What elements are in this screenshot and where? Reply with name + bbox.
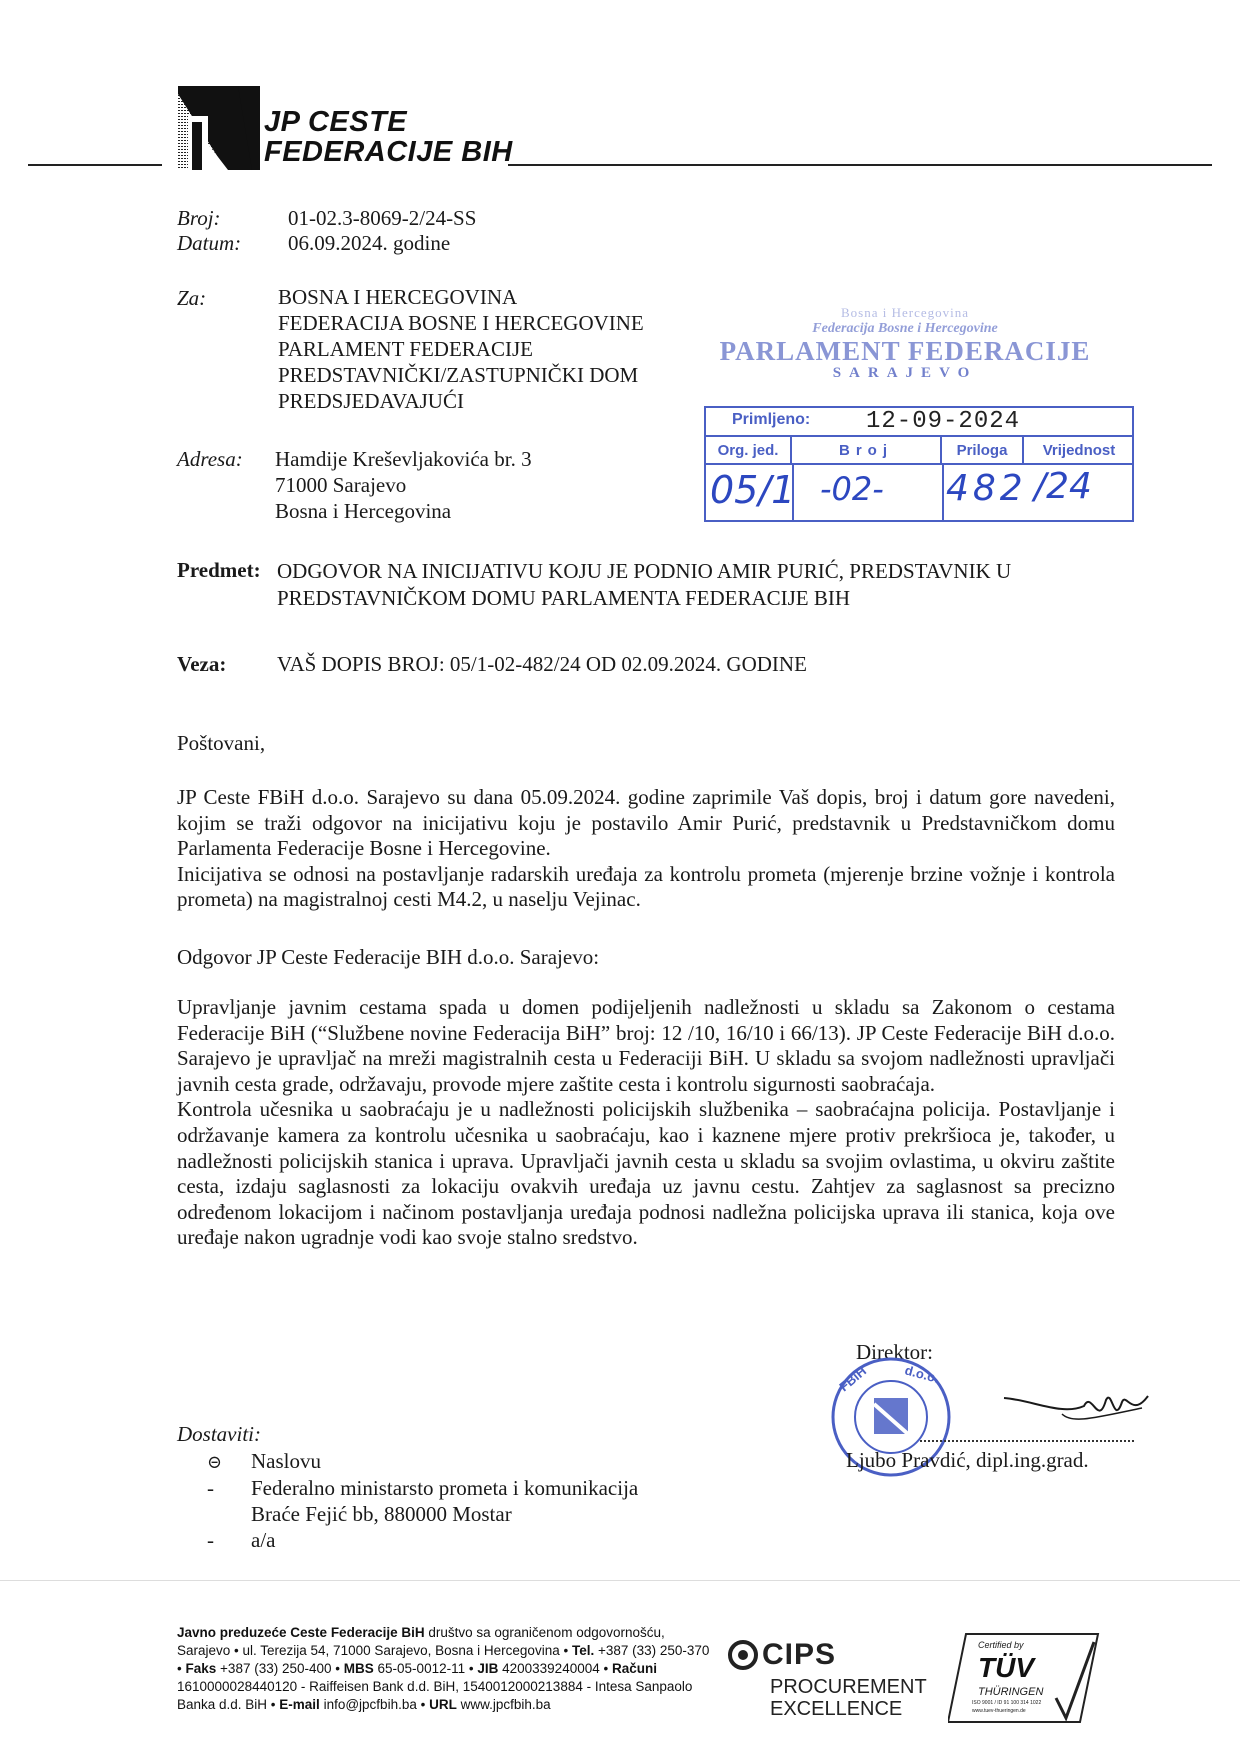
predmet-text: ODGOVOR NA INICIJATIVU KOJU JE PODNIO AMIR PURIĆ, PREDSTAVNIK U PREDSTAVNIČKOM DOMU PARLAMENTA FEDERACIJE BIH	[277, 559, 1012, 610]
stamp-priloga-label: Priloga	[942, 437, 1024, 463]
svg-text:FBiH: FBiH	[836, 1363, 870, 1395]
predmet-label: Predmet:	[177, 558, 261, 582]
distribution-item: - Federalno ministarsto prometa i komunikacija	[207, 1476, 639, 1500]
cips-line1: PROCUREMENT	[770, 1676, 927, 1698]
signature-scribble-icon	[1002, 1378, 1152, 1448]
datum-label: Datum:	[177, 231, 242, 255]
tuv-small-print: ISO 9001 / ID 91 100 314 1022	[972, 1700, 1042, 1706]
veza-label: Veza:	[177, 652, 227, 676]
veza-value: VAŠ DOPIS BROJ: 05/1-02-482/24 OD 02.09.2024. GODINE	[277, 652, 807, 676]
recipient-line: FEDERACIJA BOSNE I HERCEGOVINE	[278, 311, 644, 335]
header-rule-left	[28, 164, 162, 166]
recipient-block	[278, 284, 644, 414]
datum-value: 06.09.2024. godine	[288, 231, 451, 255]
distribution-list	[207, 1448, 638, 1553]
cips-logo-icon	[728, 1640, 762, 1670]
stamp-received-date: 12-09-2024	[866, 408, 1021, 435]
dostaviti-label: Dostaviti:	[177, 1422, 261, 1446]
stamp-hw-broj: -02-	[820, 470, 884, 508]
stamp-vrijednost-label: Vrijednost	[1042, 442, 1116, 459]
body-paragraph-1: JP Ceste FBiH d.o.o. Sarajevo su dana 05.09.2024. godine zaprimile Vaš dopis, broj i datum gore navedeni, kojim se traži odgovor na inicijativu koju je postavilo Amir Purić, predstavnik u Predstavničkom domu Parlamenta Federacije Bosne i Hercegovine. Inicijativa se odnosi na postavljanje radarskih uređaja za kontrolu prometa (mjerenje brzine vožnje i kontrola prometa) na magistralnoj cesti M4.2, u naselju Vejinac.	[177, 785, 1115, 912]
za-label: Za:	[177, 286, 207, 310]
body-paragraph-2: Inicijativa se odnosi na postavljanje radarskih uređaja za kontrolu prometa (mjerenje brzine vožnje i kontrola prometa) na magistralnoj cesti M4.2, u naselju Vejinac.	[177, 861, 1115, 912]
tuv-name: TÜV	[978, 1652, 1034, 1683]
address-line: Bosna i Hercegovina	[275, 499, 452, 523]
parliament-stamp-header: Bosna i Hercegovina Federacija Bosne i Hercegovine PARLAMENT FEDERACIJE SARAJEVO	[719, 305, 1091, 381]
recipient-line: PARLAMENT FEDERACIJE	[278, 337, 533, 361]
stamp-hw-priloga: 482	[946, 468, 1027, 509]
signature-area	[826, 1338, 1156, 1488]
address-line: Hamdije Kreševljakovića br. 3	[275, 447, 532, 471]
distribution-item: - a/a	[207, 1528, 276, 1552]
greeting: Poštovani,	[177, 731, 266, 755]
svg-text:d.o.o.: d.o.o.	[903, 1362, 941, 1386]
stamp-hw-org: 05/1	[710, 468, 796, 512]
broj-value: 01-02.3-8069-2/24-SS	[288, 206, 477, 230]
stamp-broj-label: Broj	[792, 437, 942, 463]
signatory-name: Ljubo Pravdić, dipl.ing.grad.	[846, 1448, 1089, 1472]
body-paragraph-5: Kontrola učesnika u saobraćaju je u nadležnosti policijskih službenika – saobraćajna policija. Postavljanje i održavanje kamera za kontrolu učesnika u saobraćaju, kao i kaznene mjere protiv prekršioca je, također, u nadležnosti policijskih stanica i uprava. Upravljači javnih cesta u skladu sa svojim ovlastima, u okviru zaštite cesta, izdaju saglasnosti za lokaciju ovakvih uređaja uz javnu cestu. Zahtjev za saglasnost sa precizno određenom lokacijom i načinom postavljanja uređaja podnosi nadležna policijska uprava ili stanica, koja ove uređaje nakon ugradnje vodi kao svoje stalno sredstvo.	[177, 1097, 1115, 1250]
recipient-line: PREDSTAVNIČKI/ZASTUPNIČKI DOM	[278, 363, 639, 387]
tuv-url: www.tuev-thueringen.de	[972, 1708, 1026, 1714]
footer-divider	[0, 1580, 1240, 1581]
company-logo-icon	[178, 86, 260, 170]
stamp-hw-vrijednost: /24	[1034, 466, 1092, 507]
tuv-certificate-badge	[948, 1632, 1100, 1724]
parliament-stamp-box	[704, 406, 1134, 522]
address-line: 71000 Sarajevo	[275, 473, 407, 497]
address-block	[275, 446, 532, 524]
header-rule-right	[508, 164, 1212, 166]
body-paragraph-3: Odgovor JP Ceste Federacije BIH d.o.o. Sarajevo:	[177, 945, 600, 969]
body-paragraph-4: Upravljanje javnim cestama spada u domen podijeljenih nadležnosti u skladu sa Zakonom o cestama Federacije BiH (“Službene novine Federacija BiH” broj: 12 /10, 16/10 i 66/13). JP Ceste Federacije BiH d.o.o. Sarajevo je upravljač na mreži magistralnih cesta u Federaciji BiH. U skladu sa svojom nadležnosti upravljači javnih cesta grade, održavaju, provode mjere zaštite cesta i kontrolu sigurnosti saobraćaja. Kontrola učesnika u saobraćaju je u nadležnosti policijskih službenika – saobraćajna policija. Postavljanje i održavanje kamera za kontrolu učesnika u saobraćaju, kao i kaznene mjere protiv prekršioca je, također, u nadležnosti policijskih stanica i uprava. Upravljači javnih cesta u skladu sa svojim ovlastima, u okviru zaštite cesta, izdaju saglasnosti za lokaciju ovakvih uređaja uz javnu cestu. Zahtjev za saglasnost sa precizno određenom lokacijom i načinom postavljanja uređaja podnosi nadležna policijska uprava ili stanica, koja ove uređaje nakon ugradnje vodi kao svoje stalno sredstvo.	[177, 995, 1115, 1250]
footer-company-info: Javno preduzeće Ceste Federacije BiH društvo sa ograničenom odgovornošću, Sarajevo • ul. Terezija 54, 71000 Sarajevo, Bosna i Hercegovina • Tel. +387 (33) 250-370 • Faks +387 (33) 250-400 • MBS 65-05-0012-11 • JIB 4200339240004 • Računi 1610000028440120 - Raiffeisen Bank d.d. BiH, 1540012000213884 - Intesa Sanpaolo Banka d.d. BiH • E-mail info@jpcfbih.ba • URL www.jpcfbih.ba	[177, 1625, 710, 1712]
signature-title: Direktor:	[856, 1340, 933, 1364]
cips-line2: EXCELLENCE	[770, 1698, 903, 1720]
distribution-item: Braće Fejić bb, 880000 Mostar	[251, 1502, 512, 1526]
broj-label: Broj:	[177, 206, 221, 230]
tuv-region: THÜRINGEN	[978, 1686, 1044, 1698]
cips-name: CIPS	[762, 1638, 837, 1671]
distribution-item: ⊝ Naslovu	[207, 1449, 321, 1473]
recipient-line: PREDSJEDAVAJUĆI	[278, 389, 464, 413]
recipient-line: BOSNA I HERCEGOVINA	[278, 285, 518, 309]
adresa-label: Adresa:	[177, 447, 243, 471]
stamp-primljeno-label: Primljeno:	[732, 411, 811, 428]
stamp-org-label: Org. jed.	[706, 437, 792, 463]
tuv-certified-label: Certified by	[978, 1640, 1024, 1650]
company-name: JP CESTE FEDERACIJE BIH	[264, 106, 513, 168]
